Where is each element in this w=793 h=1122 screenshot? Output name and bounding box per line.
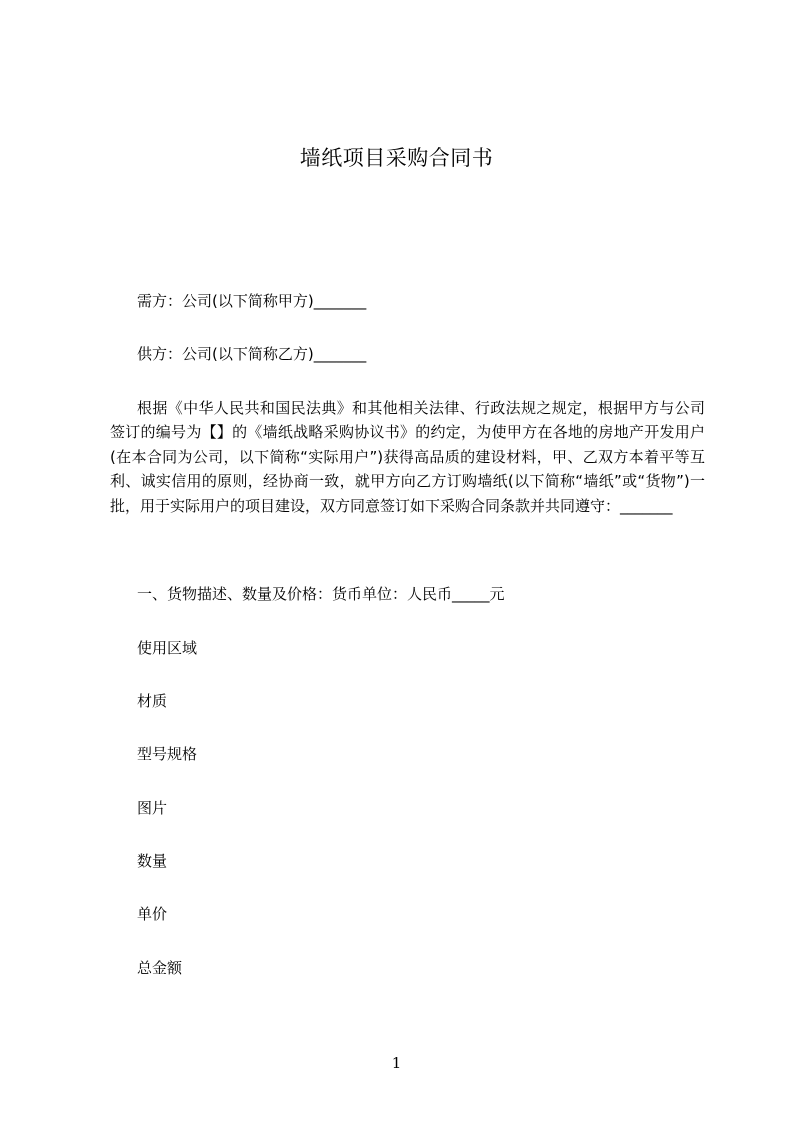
document-title: 墙纸项目采购合同书 [299,146,494,170]
field-total-amount: 总金额 [137,959,183,977]
section-1-heading: 一、货物描述、数量及价格：货币单位：人民币_____元 [137,585,505,603]
field-picture: 图片 [137,799,168,817]
intro-paragraph: 根据《中华人民共和国民法典》和其他相关法律、行政法规之规定，根据甲方与公司签订的编号为【】的《墙纸战略采购协议书》的约定，为使甲方在各地的房地产开发用户(在本合同为公司，以下简称“实际用户”)获得高品质的建设材料，甲、乙双方本着平等互利、诚实信用的原则，经协商一致，就甲方向乙方订购墙纸(以下简称“墙纸”或“货物”)一批，用于实际用户的项目建设，双方同意签订如下采购合同条款并共同遵守：_______ [110,399,705,515]
seller-line: 供方：公司(以下简称乙方)_______ [137,345,367,363]
page-number: 1 [391,1054,402,1072]
buyer-line: 需方：公司(以下简称甲方)_______ [137,292,367,310]
field-material: 材质 [137,692,168,710]
field-model-spec: 型号规格 [137,745,198,763]
field-usage-area: 使用区域 [137,639,198,657]
field-unit-price: 单价 [137,905,168,923]
field-quantity: 数量 [137,852,168,870]
